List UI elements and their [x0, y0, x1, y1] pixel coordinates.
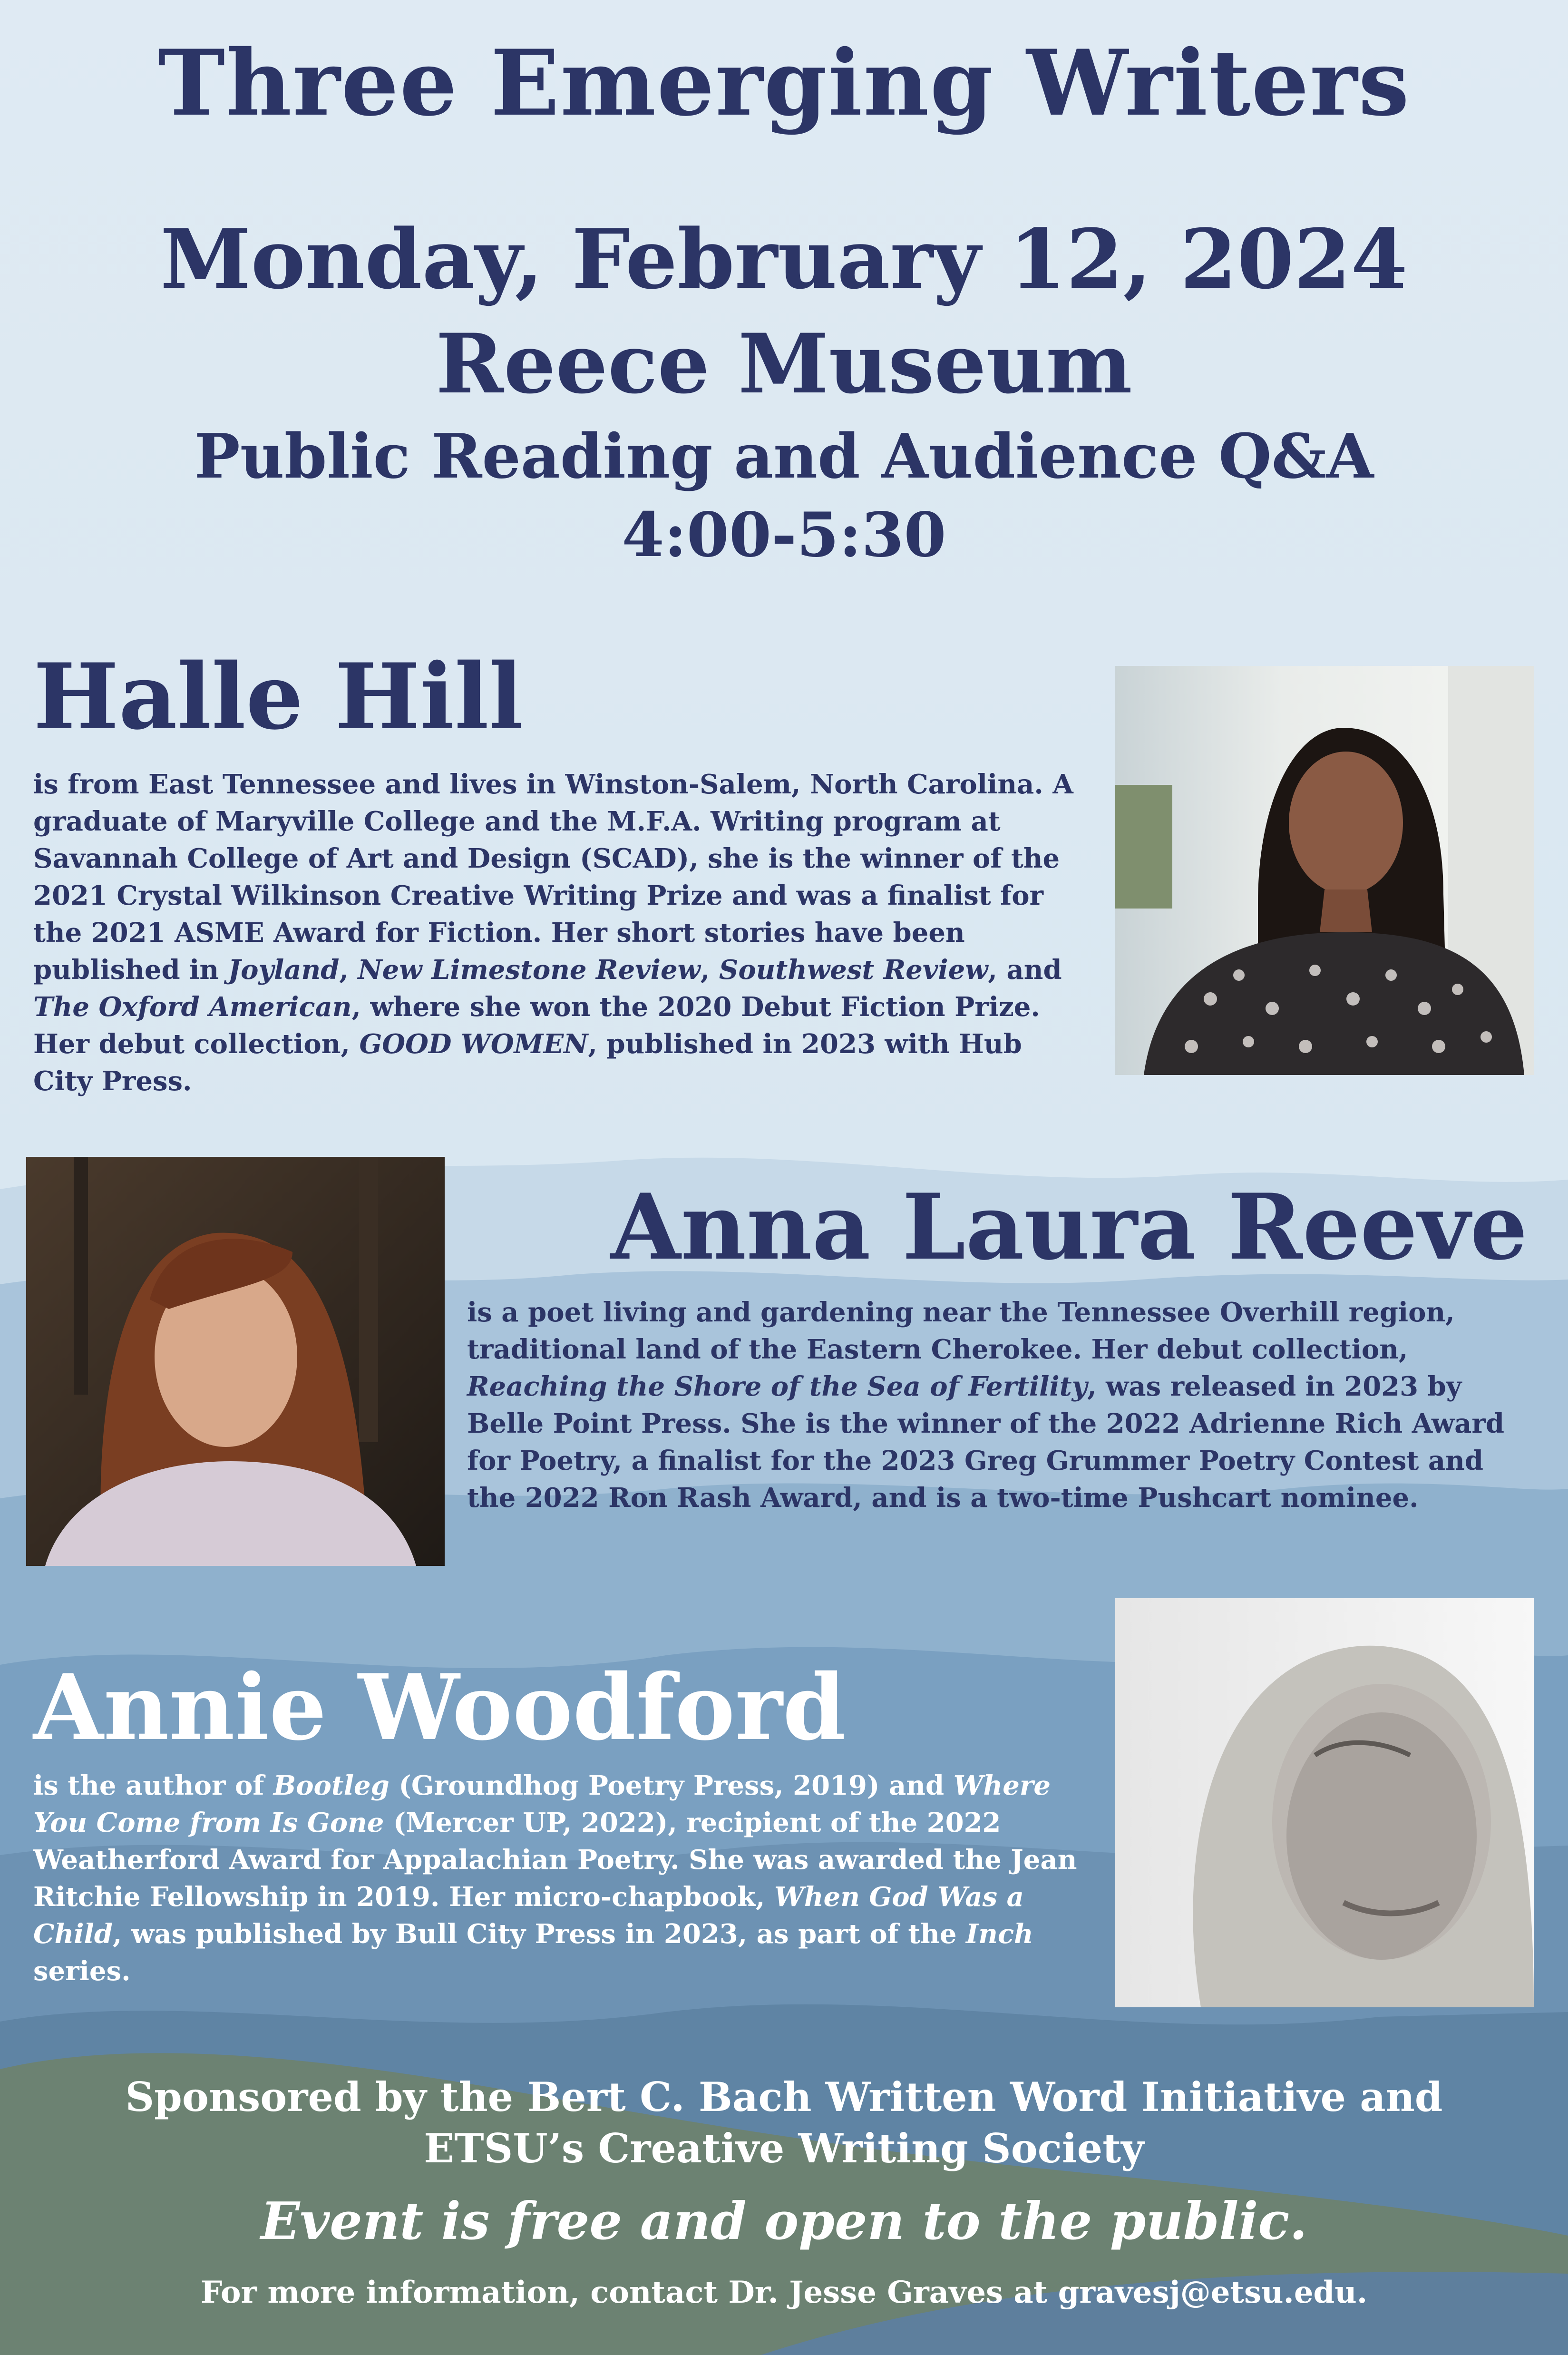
bio-text: , and	[988, 954, 1062, 986]
bio-text: (Groundhog Poetry Press, 2019) and	[389, 1770, 954, 1801]
bio-title-italic: Reaching the Shore of the Sea of Fertility	[467, 1371, 1088, 1402]
event-time: 4:00-5:30	[622, 499, 946, 571]
bio-text: ,	[339, 954, 358, 986]
writer-name-halle-hill: Halle Hill	[33, 644, 524, 750]
event-date: Monday, February 12, 2024	[160, 211, 1408, 307]
writer-bio-halle-hill	[33, 766, 1089, 1100]
event-type: Public Reading and Audience Q&A	[194, 421, 1374, 492]
sponsor-text	[0, 2072, 1568, 2174]
sponsor-line-1: Sponsored by the Bert C. Bach Written Word Initiative and	[125, 2073, 1443, 2120]
writer-name-anna-laura-reeve: Anna Laura Reeve	[610, 1174, 1528, 1280]
free-admission-note: Event is free and open to the public.	[261, 2191, 1307, 2251]
bio-title-italic: Where You Come from Is Gone	[33, 1770, 1051, 1838]
halle-hill-photo	[1115, 666, 1534, 1075]
bio-text: , published in 2023 with Hub City Press.	[33, 1028, 1022, 1097]
bio-text: is the author of	[33, 1770, 273, 1801]
poster-title: Three Emerging Writers	[157, 30, 1411, 136]
bio-text: , where she won the 2020 Debut Fiction Prize. Her debut collection,	[33, 991, 1040, 1060]
bio-title-italic: The Oxford American	[33, 991, 352, 1023]
sponsor-line-2: ETSU’s Creative Writing Society	[424, 2125, 1144, 2172]
bio-title-italic: New Limestone Review	[358, 954, 701, 986]
bio-text: series.	[33, 1955, 131, 1987]
bio-title-italic: GOOD WOMEN	[359, 1028, 588, 1060]
bio-text: is a poet living and gardening near the Tennessee Overhill region, traditional land of the Eastern Cherokee. Her debut collection,	[467, 1297, 1455, 1365]
contact-info: For more information, contact Dr. Jesse Graves at gravesj@etsu.edu.	[200, 2275, 1368, 2310]
bio-text: , was released in 2023 by Belle Point Press. She is the winner of the 2022 Adrienne Rich Award for Poetry, a finalist for the 2023 Greg Grummer Poetry Contest and the 2022 Ron Rash Award, and is a two-time Pushcart nominee.	[467, 1371, 1505, 1514]
bio-title-italic: Bootleg	[273, 1770, 390, 1801]
writer-bio-annie-woodford	[33, 1767, 1094, 1990]
bio-text: , was published by Bull City Press in 2023, as part of the	[113, 1918, 966, 1950]
bio-text: is from East Tennessee and lives in Winston-Salem, North Carolina. A graduate of Maryville College and the M.F.A. Writing program at Savannah College of Art and Design (SCAD), she is the winner of the 2021 Crystal Wilkinson Creative Writing Prize and was a finalist for the 2021 ASME Award for Fiction. Her short stories have been published in	[33, 769, 1073, 986]
event-venue: Reece Museum	[436, 315, 1132, 412]
bio-title-italic: Southwest Review	[719, 954, 988, 986]
writer-name-annie-woodford: Annie Woodford	[33, 1654, 846, 1760]
annie-woodford-photo	[1115, 1598, 1534, 2007]
writer-bio-anna-laura-reeve	[467, 1294, 1537, 1516]
bio-title-italic: Joyland	[228, 954, 340, 986]
bio-title-italic: When God Was a Child	[33, 1881, 1024, 1950]
bio-text: (Mercer UP, 2022), recipient of the 2022 Weatherford Award for Appalachian Poetry. She was awarded the Jean Ritchie Fellowship in 2019. Her micro-chapbook,	[33, 1807, 1077, 1913]
bio-text: ,	[700, 954, 719, 986]
anna-laura-reeve-photo	[26, 1157, 445, 1566]
bio-title-italic: Inch	[966, 1918, 1033, 1950]
